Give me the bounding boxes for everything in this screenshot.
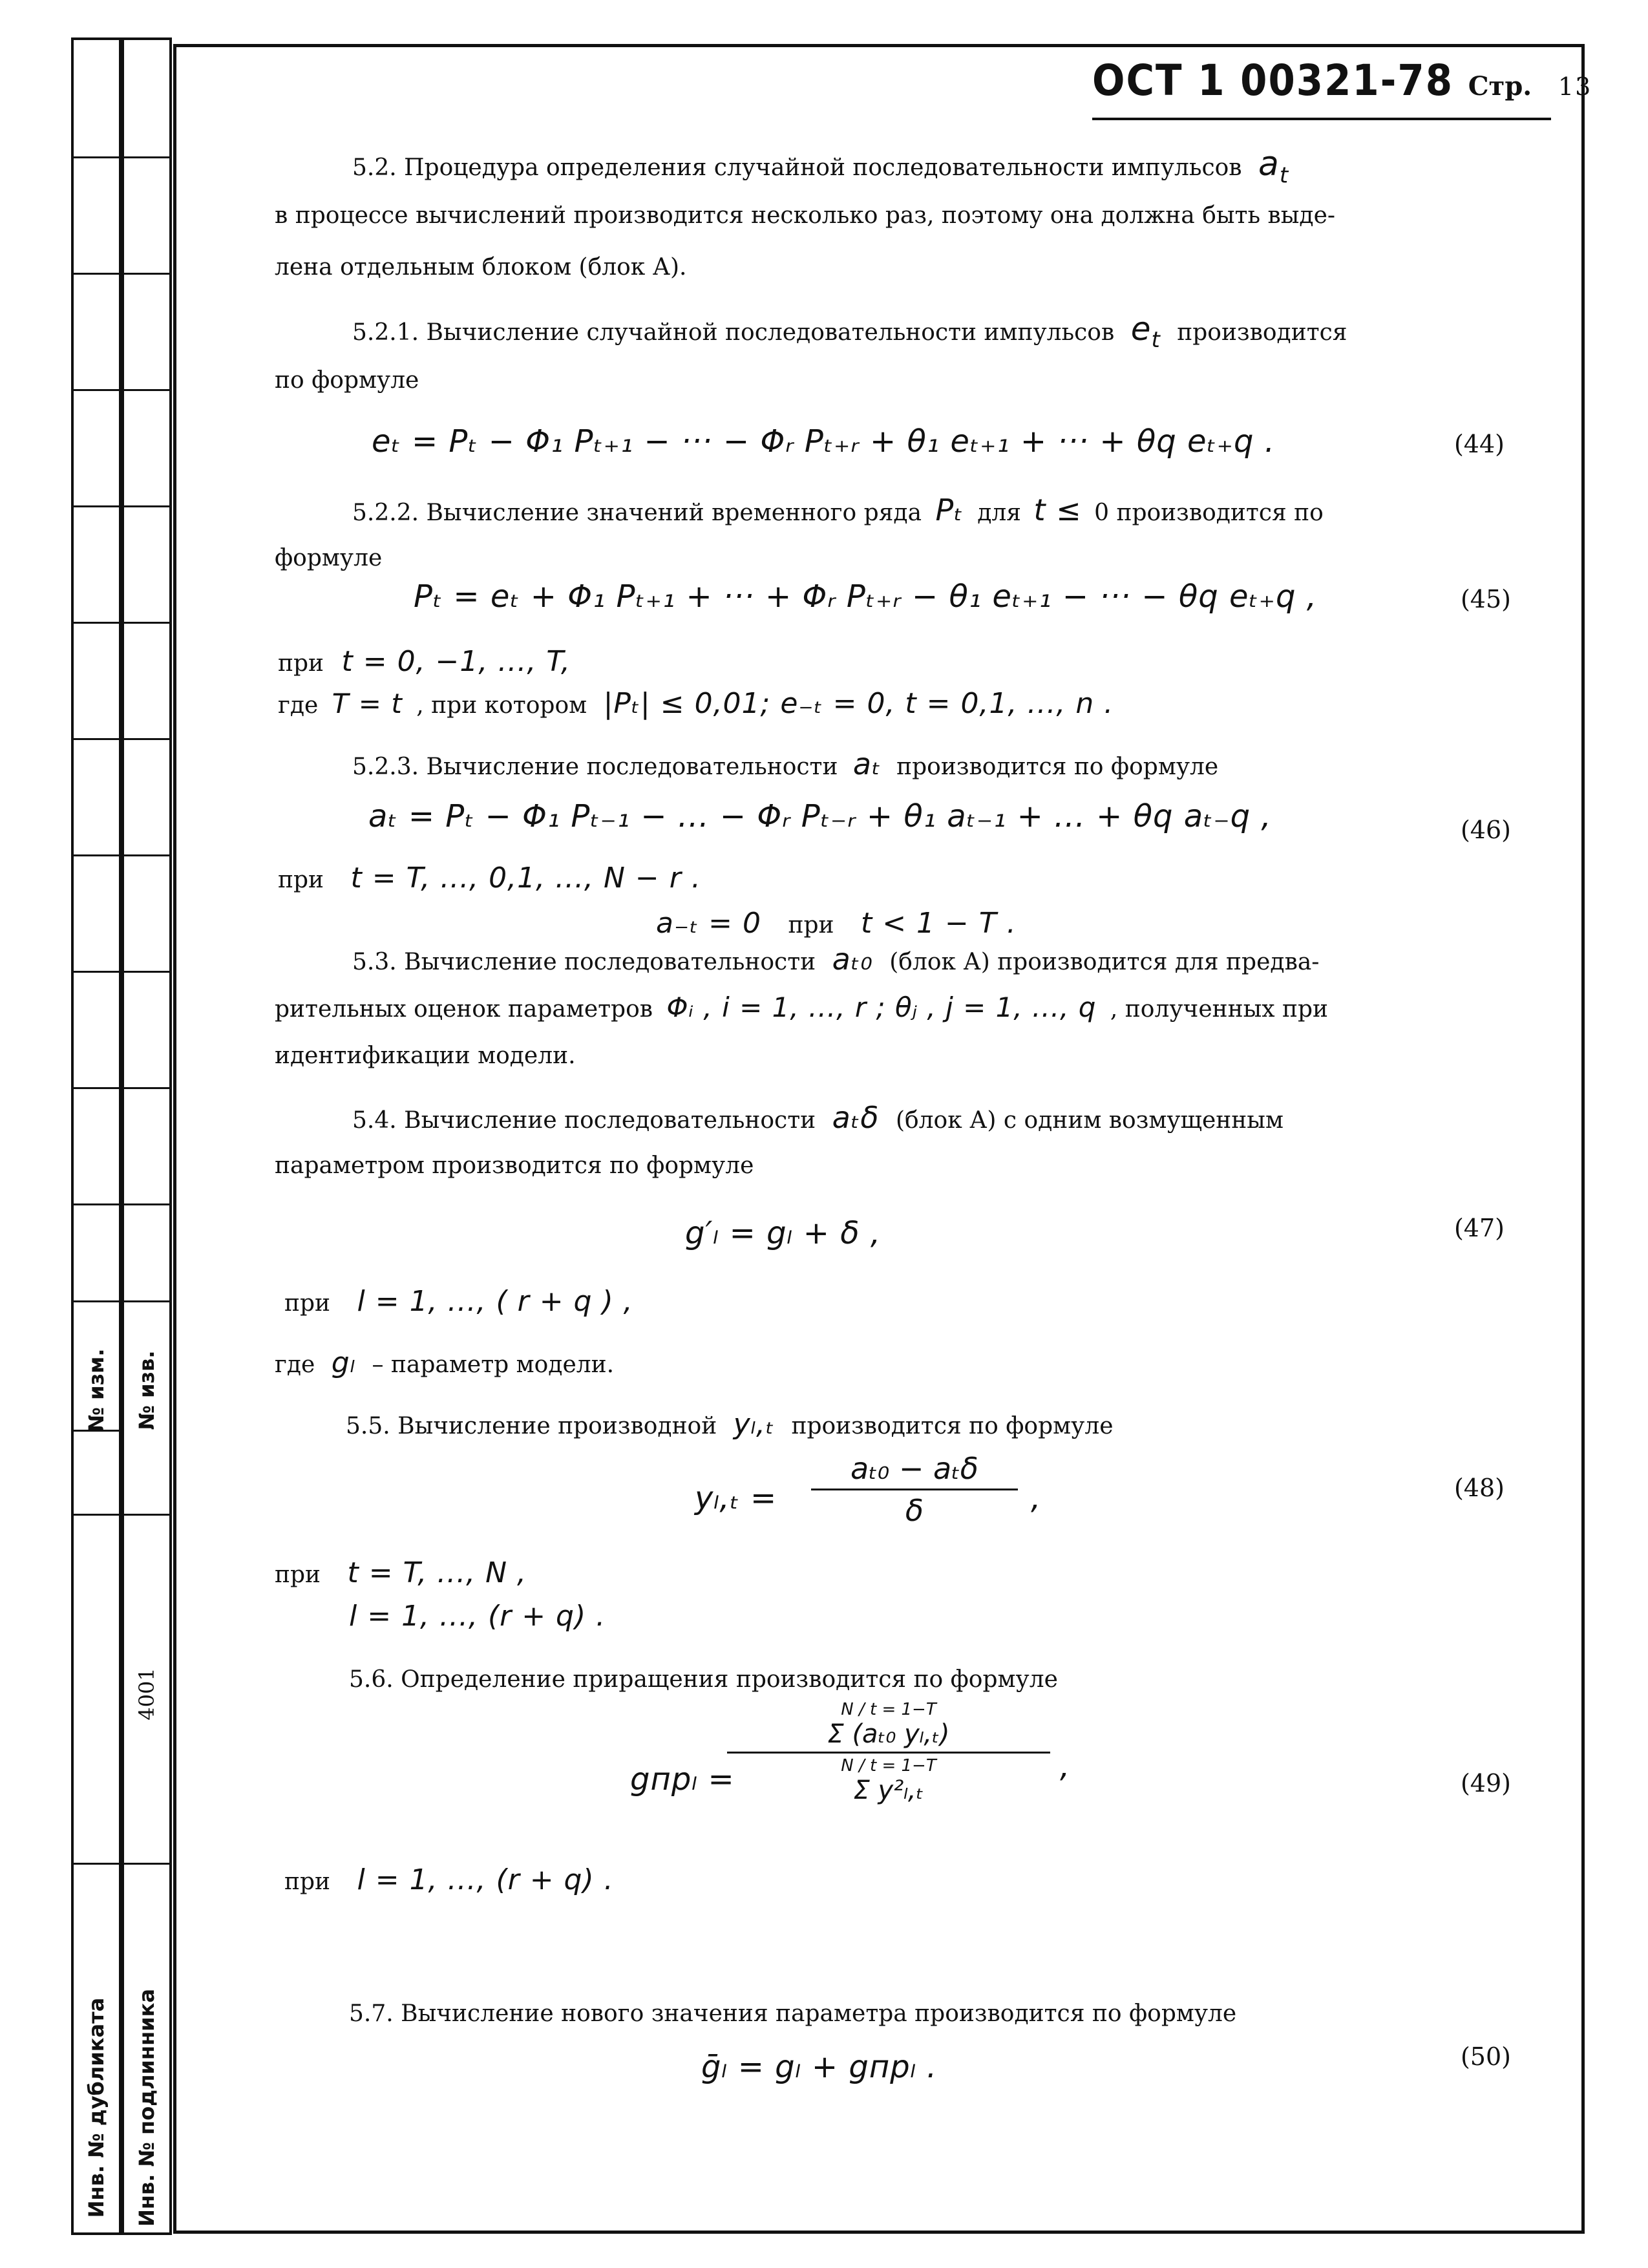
condition-49 [284, 1865, 614, 1898]
stamp-cell [74, 854, 119, 856]
stamp-cell [74, 273, 119, 275]
condition-48 [275, 1558, 527, 1591]
para-text: при [275, 1562, 321, 1588]
para-text: , полученных при [1110, 996, 1329, 1023]
equation-number-49: (49) [1460, 1769, 1511, 1797]
stamp-cell [74, 389, 119, 391]
condition-46b [656, 908, 1017, 941]
condition-47 [284, 1286, 633, 1319]
stamp-cell [74, 1300, 119, 1302]
para-5-4-line-2: параметром производится по формуле [275, 1152, 754, 1179]
stamp-cell [124, 1087, 169, 1089]
formula-48-numerator: aₜ₀ − aₜδ [850, 1451, 978, 1486]
para-text: 5.2.3. Вычисление последовательности [352, 754, 838, 780]
para-text: при [284, 1869, 331, 1895]
para-text: при [788, 912, 834, 938]
stamp-number: 4001 [134, 1668, 159, 1721]
condition-formula: t = T, ..., N , [347, 1556, 527, 1589]
where-formula: |Pₜ| ≤ 0,01; e₋ₜ = 0, t = 0,1, ..., n . [603, 687, 1114, 720]
equation-number-46: (46) [1460, 816, 1511, 844]
condition-formula: t = T, ..., 0,1, ..., N − r . [350, 862, 701, 895]
stamp-cell [124, 389, 169, 391]
formula-48-comma: , [1031, 1480, 1042, 1516]
para-text: – параметр модели. [372, 1351, 615, 1378]
para-5-4-line-1 [352, 1102, 1284, 1136]
stamp-cell [74, 971, 119, 973]
condition-46 [278, 863, 701, 896]
condition-formula: a₋ₜ = 0 [656, 907, 761, 940]
equation-number-47: (47) [1453, 1214, 1505, 1242]
stamp-cell [74, 156, 119, 158]
para-text: 5.2.1. Вычисление случайной последовательности импульсов [352, 319, 1115, 346]
stamp-cell [74, 1087, 119, 1089]
para-5-2-2-line-1 [352, 494, 1324, 529]
symbol-g: gₗ [331, 1346, 356, 1379]
para-5-2-line-3: лена отдельным блоком (блок А). [275, 254, 687, 281]
condition-formula: t < 1 − T . [860, 907, 1017, 940]
fraction-bar [727, 1752, 1050, 1754]
para-text: 0 производится по [1094, 500, 1324, 526]
condition-48-second: l = 1, ..., (r + q) . [349, 1600, 606, 1633]
condition-formula: l = 1, ..., ( r + q ) , [357, 1285, 633, 1318]
stamp-cell [124, 1300, 169, 1302]
formula-48-denominator: δ [905, 1493, 924, 1528]
para-text: 5.2.2. Вычисление значений временного ряда [352, 500, 922, 526]
document-header [1092, 56, 1592, 105]
equation-number-45: (45) [1460, 585, 1511, 613]
page-number: 13 [1558, 72, 1592, 101]
stamp-no-izm: № изм. [84, 1348, 109, 1432]
stamp-block [71, 37, 176, 2235]
condition-45 [278, 646, 571, 679]
para-text: при [284, 1290, 331, 1317]
symbol-e: $e_t$ [1130, 310, 1161, 353]
where-47 [275, 1348, 614, 1381]
fraction-bar [811, 1489, 1018, 1490]
symbol-t: t ≤ [1033, 493, 1082, 527]
para-5-3-line-1 [352, 944, 1319, 978]
symbol-a: $a_t$ [1258, 145, 1289, 189]
equation-number-50: (50) [1460, 2042, 1511, 2071]
para-5-5-line-1 [346, 1409, 1114, 1442]
stamp-column-right [121, 37, 172, 2235]
stamp-cell [74, 1203, 119, 1205]
para-5-3-line-2 [275, 992, 1328, 1025]
para-5-2-1-line-1 [352, 310, 1347, 355]
para-text: (блок А) с одним возмущенным [895, 1107, 1284, 1134]
page-label: Стр. [1468, 71, 1532, 101]
para-5-6-line-1: 5.6. Определение приращения производится по формуле [349, 1666, 1058, 1693]
condition-formula: t = 0, −1, ..., T, [341, 645, 571, 678]
symbol-a-t-delta: aₜδ [832, 1100, 880, 1135]
symbol-a: aₜ [852, 747, 882, 781]
formula-49-comma: , [1060, 1748, 1071, 1785]
para-text: (блок А) производится для предва- [889, 949, 1320, 975]
formula-49-denominator: Σ y²ₗ,ₜ [853, 1775, 924, 1805]
formula-49-denominator-limits: N / t = 1−T [841, 1756, 936, 1775]
stamp-cell [74, 1863, 119, 1865]
para-5-2-1-line-2: по формуле [275, 367, 419, 394]
para-text: 5.2. Процедура определения случайной последовательности импульсов [352, 154, 1242, 181]
formula-48-fraction [811, 1451, 1018, 1528]
para-text: , при котором [416, 692, 587, 719]
para-text: 5.5. Вычисление производной [346, 1413, 717, 1439]
stamp-cell [124, 505, 169, 507]
para-text: 5.3. Вычисление последовательности [352, 949, 816, 975]
stamp-cell [124, 156, 169, 158]
stamp-cell [124, 622, 169, 624]
stamp-cell [124, 273, 169, 275]
para-5-2-line-1 [352, 145, 1289, 191]
stamp-cell [74, 738, 119, 740]
symbol-y: yₗ,ₜ [733, 1408, 775, 1441]
equation-number-44: (44) [1453, 430, 1505, 458]
para-text: производится по формуле [896, 754, 1219, 780]
para-text: где [275, 1351, 315, 1378]
stamp-cell [124, 971, 169, 973]
para-text: где [278, 692, 319, 719]
formula-44: eₜ = Pₜ − Φ₁ Pₜ₊₁ − ··· − Φᵣ Pₜ₊ᵣ + θ₁ eₜ₊₁ + ··· + θq eₜ₊q . [372, 423, 1275, 460]
formula-46: aₜ = Pₜ − Φ₁ Pₜ₋₁ − ... − Φᵣ Pₜ₋ᵣ + θ₁ aₜ₋₁ + ... + θq aₜ₋q , [368, 798, 1272, 834]
formula-50: ḡₗ = gₗ + gпрₗ . [701, 2049, 938, 2085]
stamp-no-izv: № изв. [134, 1350, 159, 1430]
formula-49-lhs: gпрₗ = [630, 1761, 735, 1797]
symbol-p: Pₜ [935, 493, 964, 527]
header-rule [1092, 118, 1551, 120]
para-text: 5.4. Вычисление последовательности [352, 1107, 816, 1134]
parameter-formula: Φᵢ , i = 1, ..., r ; θⱼ , j = 1, ..., q [666, 991, 1097, 1023]
para-text: для [977, 500, 1022, 526]
formula-49-numerator: Σ (aₜ₀ yₗ,ₜ) [827, 1719, 950, 1749]
formula-48-lhs: yₗ,ₜ = [695, 1480, 777, 1516]
standard-code: ОСТ 1 00321-78 [1092, 56, 1454, 105]
stamp-inv-podlinnika: Инв. № подлинника [134, 1989, 159, 2227]
stamp-inv-dublikata: Инв. № дубликата [84, 1997, 109, 2218]
para-5-2-2-line-2: формуле [275, 545, 383, 571]
para-5-2-3-line-1 [352, 748, 1218, 783]
para-5-3-line-3: идентификации модели. [275, 1043, 576, 1069]
formula-49-numerator-limits: N / t = 1−T [841, 1700, 936, 1719]
condition-formula: l = 1, ..., (r + q) . [357, 1863, 614, 1896]
stamp-cell [124, 854, 169, 856]
para-text: при [278, 867, 324, 893]
formula-45: Pₜ = eₜ + Φ₁ Pₜ₊₁ + ··· + Φᵣ Pₜ₊ᵣ − θ₁ eₜ₊₁ − ··· − θq eₜ₊q , [414, 578, 1317, 615]
para-text: производится [1177, 319, 1347, 346]
stamp-cell [124, 1203, 169, 1205]
para-text: рительных оценок параметров [275, 996, 653, 1023]
stamp-cell [74, 505, 119, 507]
formula-49-fraction [727, 1700, 1050, 1805]
stamp-column-left [71, 37, 121, 2235]
formula-47: g′ₗ = gₗ + δ , [685, 1215, 882, 1251]
para-text: при [278, 650, 324, 677]
stamp-cell [74, 1514, 119, 1516]
para-5-2-line-2: в процессе вычислений производится несколько раз, поэтому она должна быть выде- [275, 202, 1336, 229]
equation-number-48: (48) [1453, 1474, 1505, 1502]
stamp-cell [124, 738, 169, 740]
where-formula: T = t [332, 688, 403, 719]
para-text: производится по формуле [791, 1413, 1114, 1439]
symbol-a-t0: aₜ₀ [832, 942, 873, 977]
where-45 [278, 688, 1114, 721]
stamp-cell [74, 622, 119, 624]
stamp-cell [124, 1863, 169, 1865]
stamp-cell [124, 1514, 169, 1516]
para-5-7-line-1: 5.7. Вычисление нового значения параметра производится по формуле [349, 2000, 1237, 2027]
